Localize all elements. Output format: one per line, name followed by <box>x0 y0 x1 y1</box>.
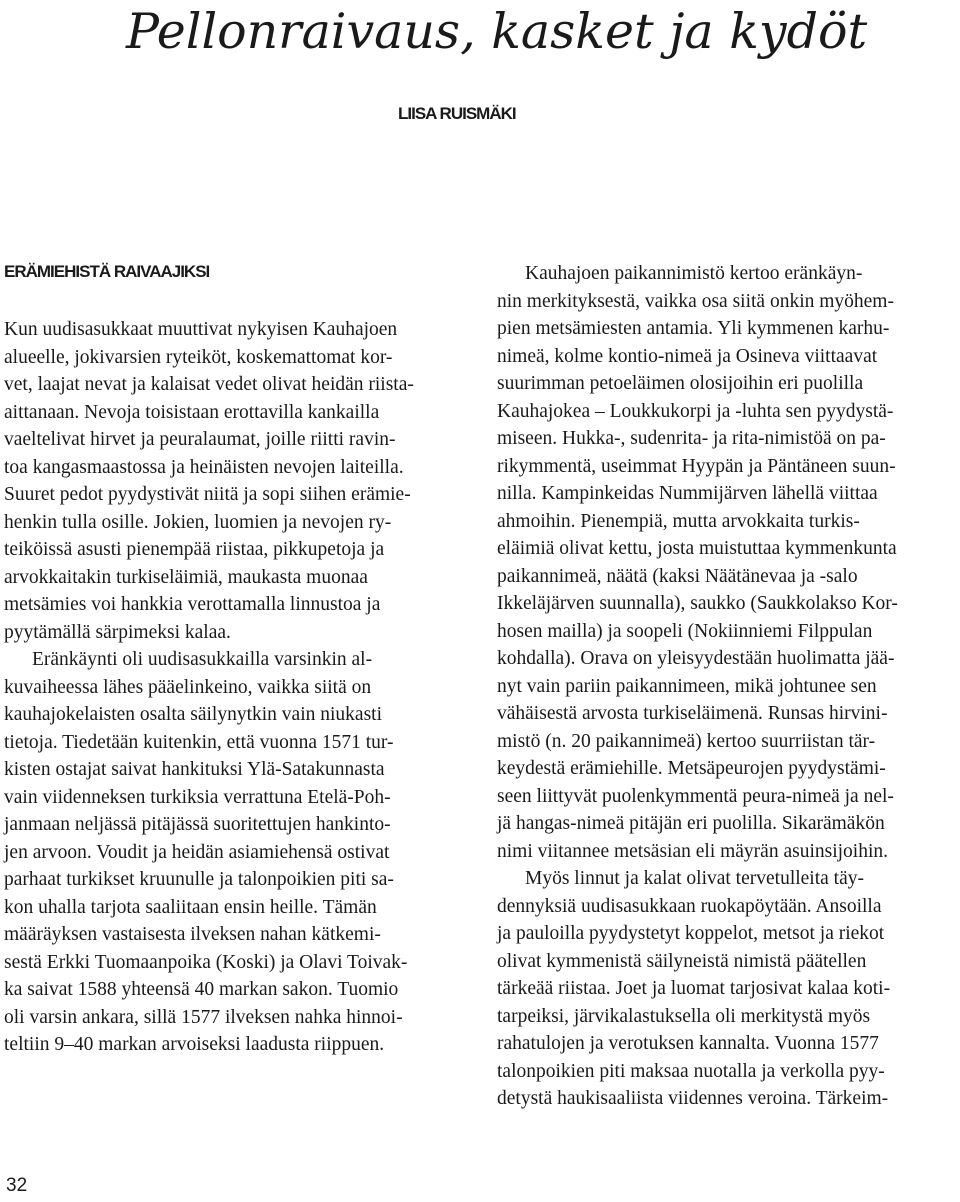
text-line: kohdalla). Orava on yleisyydestään huolimatta jää- <box>497 648 895 669</box>
text-line: nimeä, kolme kontio-nimeä ja Osineva viittaavat <box>497 345 878 367</box>
text-line: vaeltelivat hirvet ja peuralaumat, joille riitti ravin- <box>4 429 396 450</box>
left-text-column <box>4 316 468 1059</box>
text-line: määräyksen vastaisesta ilveksen nahan kätkemi- <box>4 924 381 945</box>
text-line: tärkeää riistaa. Joet ja luomat tarjosivat kalaa koti- <box>497 978 891 999</box>
text-line: toa kangasmaastossa ja heinäisten nevojen laiteilla. <box>4 456 404 478</box>
page-number: 32 <box>6 1175 28 1196</box>
section-heading: ERÄMIEHISTÄ RAIVAAJIKSI <box>4 262 210 281</box>
text-line: nilla. Kampinkeidas Nummijärven lähellä viittaa <box>497 483 878 504</box>
text-line: nimi viitannee metsäsian eli mäyrän asuinsijoihin. <box>497 840 888 862</box>
text-line: nin merkityksestä, vaikka osa siitä onkin myöhem- <box>497 290 894 312</box>
text-line: teiköissä asusti pienempää riistaa, pikkupetoja ja <box>4 539 385 560</box>
text-line: Eränkäynti oli uudisasukkailla varsinkin al- <box>32 649 373 670</box>
right-text-column <box>497 260 957 1113</box>
text-line: rikymmentä, useimmat Hyypän ja Päntäneen suun- <box>497 455 896 477</box>
text-line: vet, laajat nevat ja kalaisat vedet olivat heidän riista- <box>4 374 414 395</box>
text-line: suurimman petoeläimen olosijoihin eri puolilla <box>497 373 864 394</box>
text-line: kauhajokelaisten osalta säilynytkin vain niukasti <box>4 704 383 725</box>
text-line: arvokkaitakin turkiseläimiä, maukasta muonaa <box>4 566 368 588</box>
text-line: tietoja. Tiedetään kuitenkin, että vuonna 1571 tur- <box>4 731 394 753</box>
text-line: dennyksiä uudisasukkaan ruokapöytään. Ansoilla <box>497 895 882 917</box>
text-line: janmaan neljässä pitäjässä suoritettujen hankinto- <box>4 814 391 835</box>
text-line: paikannimeä, näätä (kaksi Näätänevaa ja -salo <box>497 565 858 587</box>
text-line: vähäisestä arvosta turkiseläimenä. Runsas hirvini- <box>497 703 888 724</box>
text-line: ja pauloilla pyydystetyt koppelot, metsot ja riekot <box>497 923 885 944</box>
text-line: Suuret pedot pyydystivät niitä ja sopi siihen erämie- <box>4 484 411 505</box>
text-line: eläimiä olivat kettu, josta muistuttaa kymmenkunta <box>497 538 897 559</box>
text-line: tarpeiksi, järvikalastuksella oli merkitystä myös <box>497 1005 871 1027</box>
text-line: rahatulojen ja verotuksen kannalta. Vuonna 1577 <box>497 1033 879 1054</box>
text-line: talonpoikien piti maksaa nuotalla ja verkolla pyy- <box>497 1060 885 1082</box>
text-line: sestä Erkki Tuomaanpoika (Koski) ja Olavi Toivak- <box>4 951 408 973</box>
text-line: jen arvoon. Voudit ja heidän asiamiehensä ostivat <box>4 841 390 863</box>
text-line: metsämies voi hankkia verottamalla linnustoa ja <box>4 594 381 615</box>
text-line: Kauhajoen paikannimistö kertoo eränkäyn- <box>525 263 863 284</box>
text-line: aittanaan. Nevoja toisistaan erottavilla kankailla <box>4 401 380 423</box>
text-line: Myös linnut ja kalat olivat tervetulleita täy- <box>525 868 864 889</box>
text-line: teltiin 9–40 markan arvoiseksi laadusta riippuen. <box>4 1034 385 1055</box>
text-line: ka saivat 1588 yhteensä 40 markan sakon. Tuomio <box>4 979 399 1000</box>
text-line: parhaat turkikset kruunulle ja talonpoikien piti sa- <box>4 869 394 890</box>
text-line: seen liittyvät puolenkymmentä peura-nimeä ja nel- <box>497 785 894 807</box>
text-line: nyt vain pariin paikannimeen, mikä johtunee sen <box>497 675 877 697</box>
text-line: ahmoihin. Pienempiä, mutta arvokkaita turkis- <box>497 510 860 532</box>
text-line: detystä haukisaaliista viidennes veroina. Tärkeim- <box>497 1088 889 1109</box>
text-line: pien metsämiesten antamia. Yli kymmenen karhu- <box>497 318 890 339</box>
article-title: Pellonraivaus, kasket ja kydöt <box>126 3 868 60</box>
author-name: LIISA RUISMÄKI <box>398 104 516 123</box>
text-line: kon uhalla tarjota saaliitaan ensin heille. Tämän <box>4 896 377 918</box>
text-line: alueelle, jokivarsien ryteiköt, koskemattomat kor- <box>4 346 393 368</box>
text-line: miseen. Hukka-, sudenrita- ja rita-nimistöä on pa- <box>497 428 886 449</box>
text-line: kuvaiheessa lähes pääelinkeino, vaikka siitä on <box>4 676 372 698</box>
text-line: Kun uudisasukkaat muuttivat nykyisen Kauhajoen <box>4 319 398 340</box>
text-line: Kauhajokea – Loukkukorpi ja -luhta sen pyydystä- <box>497 400 894 422</box>
text-line: jä hangas-nimeä pitäjän eri puolilla. Sikarämäkön <box>497 813 885 834</box>
text-line: Ikkeläjärven suunnalla), saukko (Saukkolakso Kor- <box>497 593 898 614</box>
text-line: henkin tulla osille. Jokien, luomien ja nevojen ry- <box>4 511 392 533</box>
text-line: kisten ostajat saivat hankituksi Ylä-Satakunnasta <box>4 759 385 780</box>
text-line: keydestä erämiehille. Metsäpeurojen pyydystämi- <box>497 758 886 779</box>
text-line: vain viidenneksen turkiksia verrattuna Etelä-Poh- <box>4 786 391 808</box>
text-line: olivat kymmenistä säilyneistä nimistä päätellen <box>497 950 867 972</box>
text-line: pyytämällä särpimeksi kalaa. <box>4 621 231 643</box>
text-line: mistö (n. 20 paikannimeä) kertoo suurriistan tär- <box>497 730 876 752</box>
text-line: hosen mailla) ja soopeli (Nokiinniemi Filppulan <box>497 620 873 642</box>
text-line: oli varsin ankara, sillä 1577 ilveksen nahka hinnoi- <box>4 1006 403 1028</box>
